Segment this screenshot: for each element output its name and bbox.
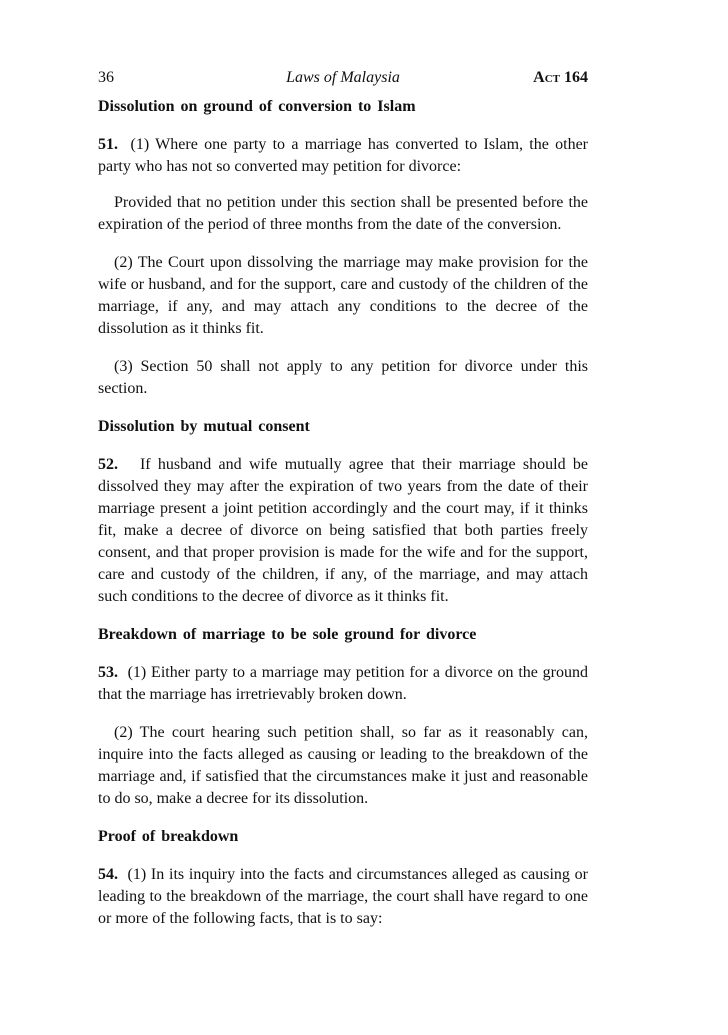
section-paragraph <box>98 662 588 706</box>
section-heading: Dissolution by mutual consent <box>98 418 310 435</box>
section-52 <box>98 416 588 608</box>
document-page <box>98 66 588 930</box>
section-heading: Dissolution on ground of conversion to Islam <box>98 98 416 115</box>
running-header <box>98 66 588 90</box>
act-prefix: A <box>533 69 545 86</box>
section-paragraph: Provided that no petition under this section shall be presented before the expiration of the period of three months from the date of the conversion. <box>98 194 588 233</box>
section-paragraph <box>98 454 588 608</box>
running-title: Laws of Malaysia <box>286 69 400 86</box>
page-number: 36 <box>98 69 114 86</box>
paragraph-text: (1) In its inquiry into the facts and circumstances alleged as causing or leading to the breakdown of the marriage, the court shall have regard to one or more of the following facts, that is to say: <box>98 866 588 927</box>
section-number: 53. <box>98 664 118 681</box>
section-53 <box>98 624 588 810</box>
section-54 <box>98 826 588 930</box>
section-number: 54. <box>98 866 118 883</box>
paragraph-text: (1) Where one party to a marriage has converted to Islam, the other party who has not so converted may petition for divorce: <box>98 136 588 175</box>
act-smallcaps: ct <box>544 69 560 86</box>
paragraph-text: (1) Either party to a marriage may petition for a divorce on the ground that the marriage has irretrievably broken down. <box>98 664 589 703</box>
section-paragraph <box>98 134 588 178</box>
section-number: 51. <box>98 136 118 153</box>
section-heading: Proof of breakdown <box>98 828 239 845</box>
section-paragraph: (2) The court hearing such petition shall, so far as it reasonably can, inquire into the facts alleged as causing or leading to the breakdown of the marriage and, if satisfied that the circumstances make it just and reasonable to do so, make a decree for its dissolution. <box>98 724 588 807</box>
section-paragraph <box>98 864 588 930</box>
section-paragraph: (2) The Court upon dissolving the marriage may make provision for the wife or husband, and for the support, care and custody of the children of the marriage, if any, and may attach any conditions to the decree of the dissolution as it thinks fit. <box>98 254 588 337</box>
act-number <box>533 66 588 90</box>
section-heading: Breakdown of marriage to be sole ground for divorce <box>98 626 477 643</box>
section-51 <box>98 96 588 400</box>
act-digits: 164 <box>560 69 588 86</box>
paragraph-text: If husband and wife mutually agree that their marriage should be dissolved they may after the expiration of two years from the date of their marriage present a joint petition accordingly and the court may, if it thinks fit, make a decree of divorce on being satisfied that both parties freely consent, and that proper provision is made for the wife and for the support, care and custody of the children, if any, of the marriage, and may attach such conditions to the decree of divorce as it thinks fit. <box>98 456 589 605</box>
section-number: 52. <box>98 456 118 473</box>
section-paragraph: (3) Section 50 shall not apply to any petition for divorce under this section. <box>98 358 588 397</box>
